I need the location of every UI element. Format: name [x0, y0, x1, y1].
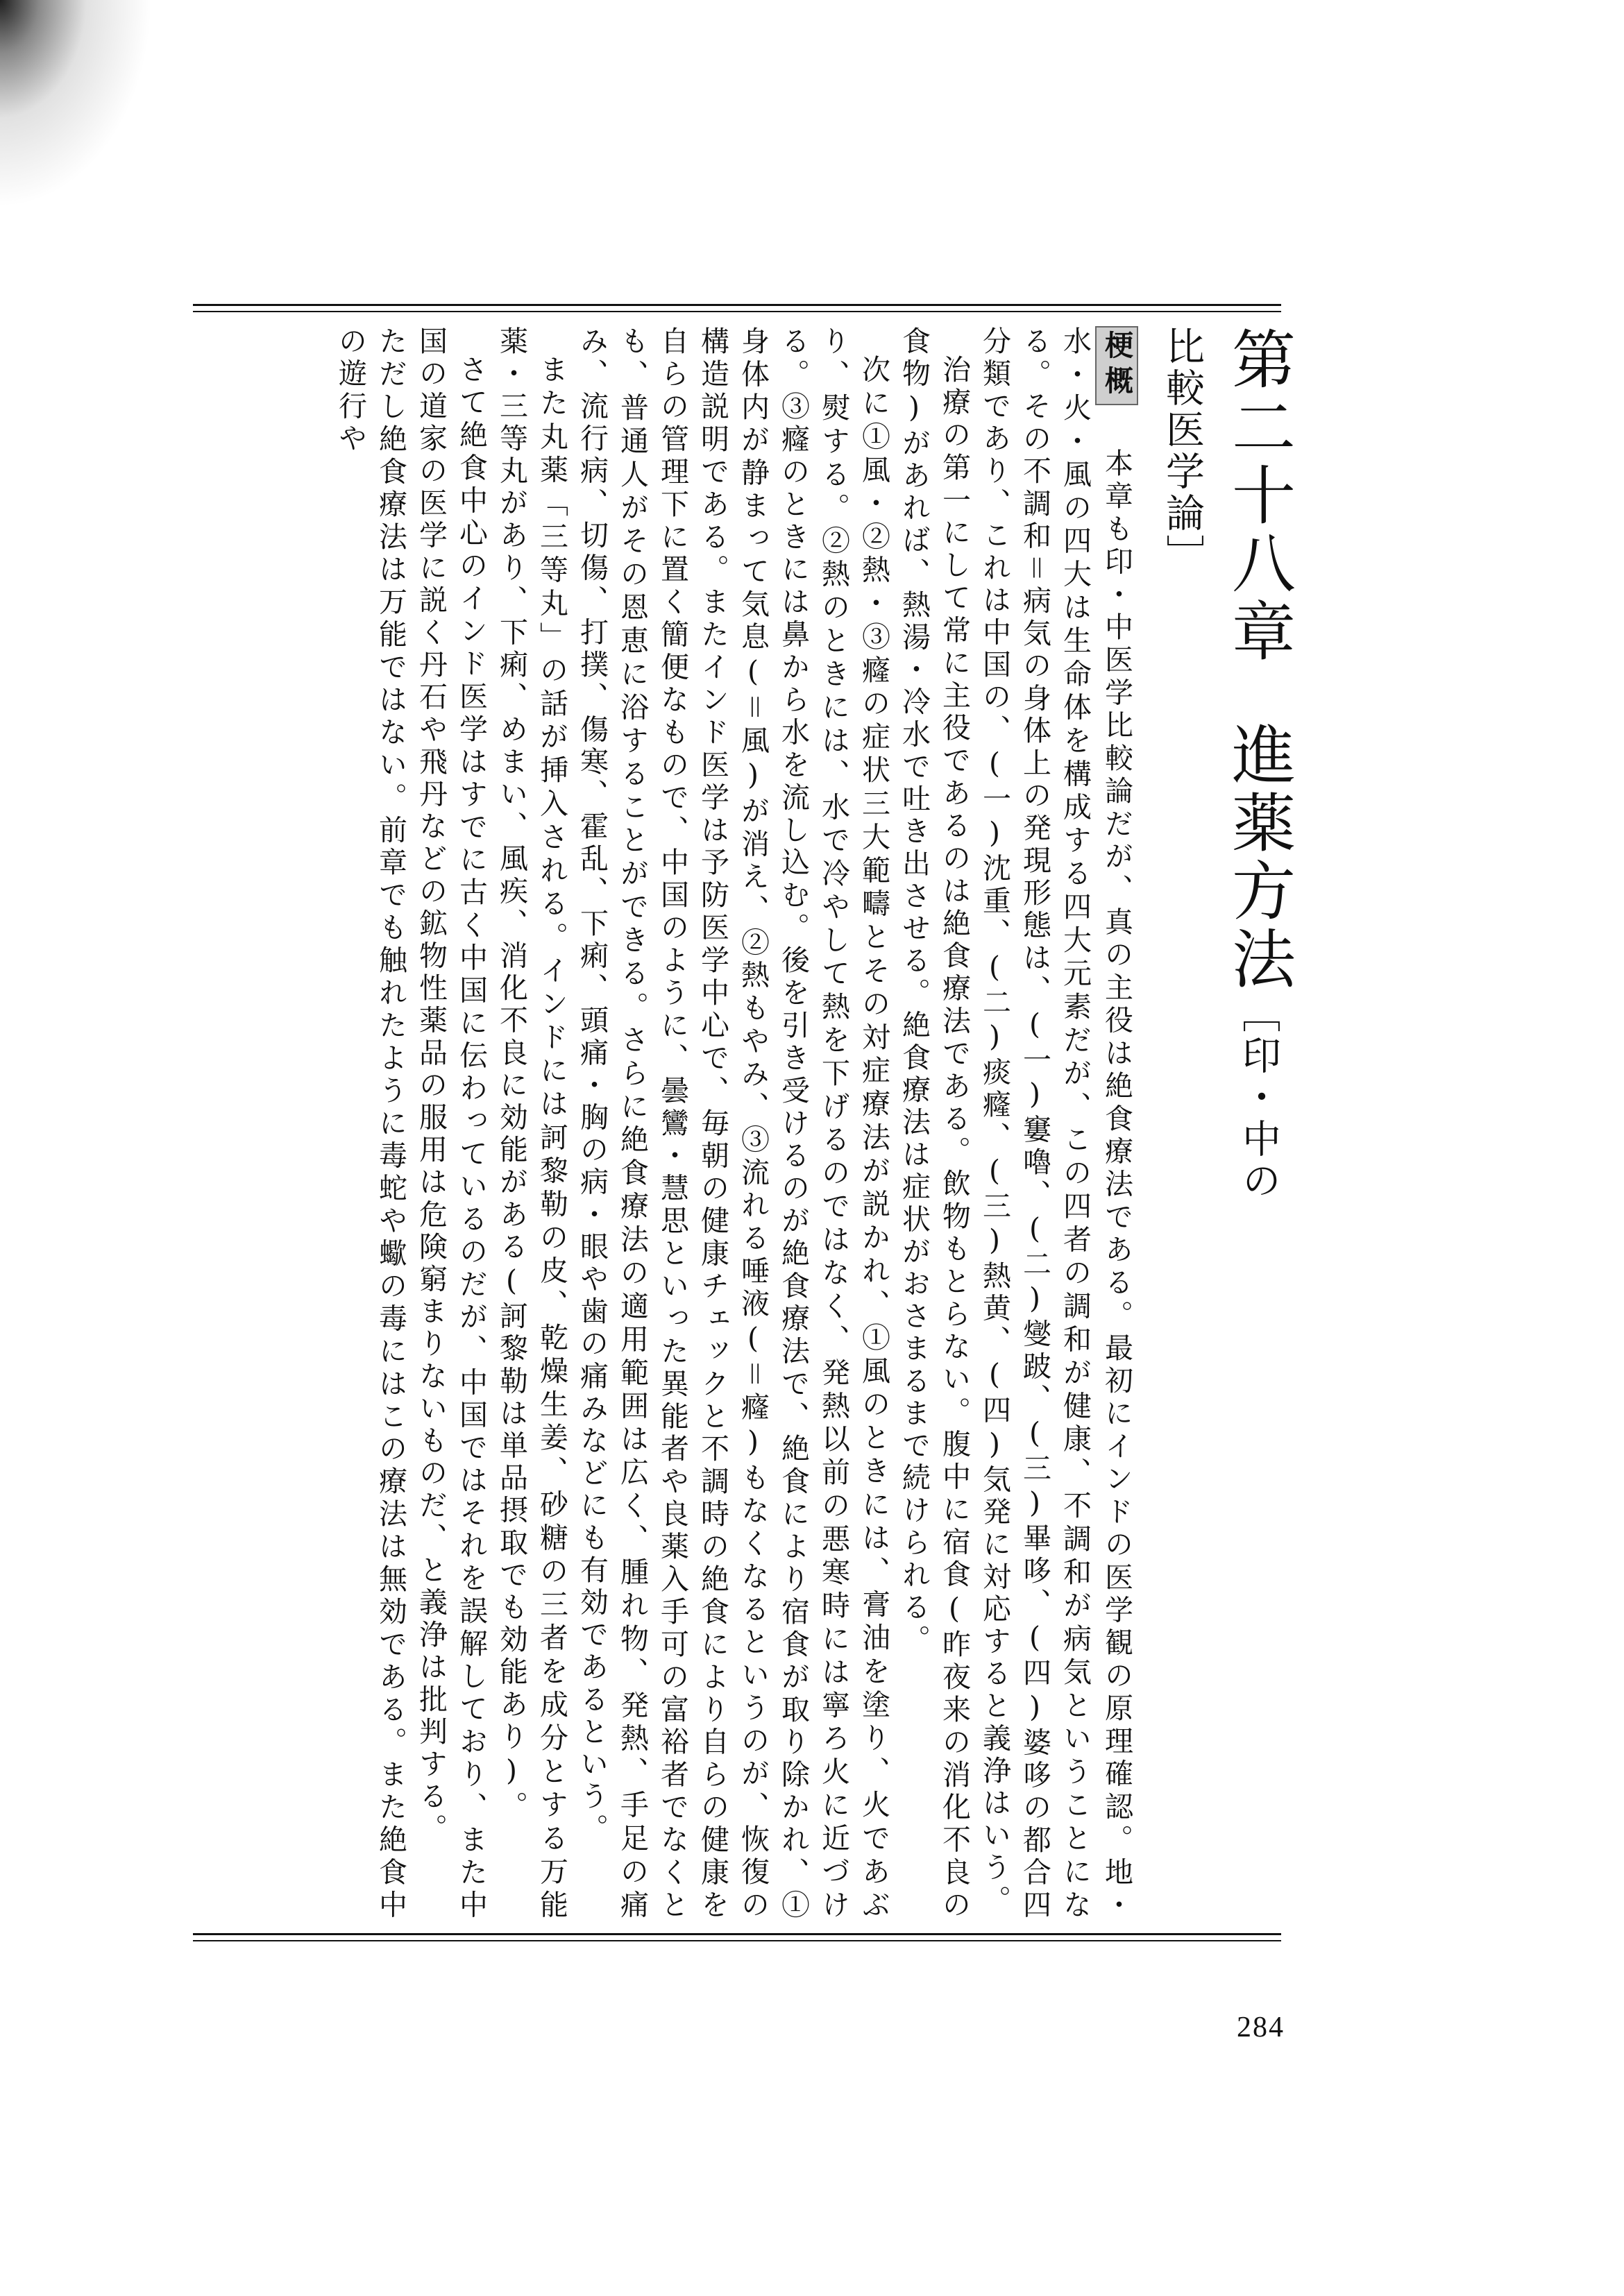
- paragraph: さて絶食中心のインド医学はすでに古く中国に伝わっているのだが、中国ではそれを誤解しており、また中国の道家の医学に説く丹石や飛丹などの鉱物性薬品の服用は危険窮まりないものだ、と義浄は批判する。: [414, 326, 488, 1922]
- paragraph: 次に①風・②熱・③癃の症状三大範疇とその対症療法が説かれ、①風のときには、膏油を塗り、火であぶり、熨する。②熱のときには、水で冷やして熱を下げるのではなく、発熱以前の悪寒時には寧ろ火に近づける。③癃のときには鼻から水を流し込む。後を引き受けるのが絶食療法で、絶食により宿食が取り除かれ、①身体内が静まって気息(＝風)が消え、②熱もやみ、③流れる唾液(＝癃)もなくなるというのが、恢復の構造説明である。またインド医学は予防医学中心で、毎朝の健康チェックと不調時の絶食により自らの健康を自らの管理下に置く簡便なもので、中国のように、曇鸞・慧思といった異能者や良薬入手可の富裕者でなくとも、普通人がその恩恵に浴することができる。さらに絶食療法の適用範囲は広く、腫れ物、発熱、手足の痛み、流行病、切傷、打撲、傷寒、霍乱、下痢、頭痛・胸の病・眼や歯の痛みなどにも有効であるという。: [575, 326, 890, 1922]
- paragraph: また丸薬「三等丸」の話が挿入される。インドには訶黎勒の皮、乾燥生姜、砂糖の三者を成分とする万能薬・三等丸があり、下痢、めまい、風疾、消化不良に効能がある(訶黎勒は単品摂取でも効能あり)。: [495, 326, 568, 1922]
- scan-shadow: [0, 0, 153, 208]
- chapter-subtitle: ［印・中の比較医学論］: [1160, 326, 1281, 1202]
- chapter-number: 第二十八章: [1221, 326, 1296, 666]
- summary-label: 梗概: [1095, 326, 1138, 405]
- bottom-rule-inner: [193, 1940, 1281, 1941]
- chapter-title: 進薬方法: [1221, 722, 1296, 994]
- paragraph: 治療の第一にして常に主役であるのは絶食療法である。飲物もとらない。腹中に宿食(昨夜来の消化不良の食物)があれば、熱湯・冷水で吐き出させる。絶食療法は症状がおさまるまで続けられる。: [897, 326, 971, 1922]
- top-rule-inner: [193, 311, 1281, 312]
- top-rule: [193, 304, 1281, 306]
- chapter-heading: [1160, 326, 1296, 1228]
- bottom-rule: [193, 1933, 1281, 1935]
- paragraph-summary: [974, 326, 1138, 1922]
- chapter-body: [194, 326, 1138, 1922]
- paragraph: ただし絶食療法は万能ではない。前章でも触れたように毒蛇や蠍の毒にはこの療法は無効である。また絶食中の遊行や: [334, 326, 407, 1922]
- page-number: 284: [1237, 2012, 1285, 2043]
- paragraph-text: 本章も印・中医学比較論だが、真の主役は絶食療法である。最初にインドの医学観の原理確認。地・水・火・風の四大は生命体を構成する四大元素だが、この四者の調和が健康、不調和が病気ということになる。その不調和＝病気の身体上の発現形態は、(一)窶嚕、(二)燮跛、(三)畢哆、(四)婆哆の都合四分類であり、これは中国の、(一)沈重、(二)痰癃、(三)熱黄、(四)気発に対応すると義浄はいう。: [978, 326, 1133, 1922]
